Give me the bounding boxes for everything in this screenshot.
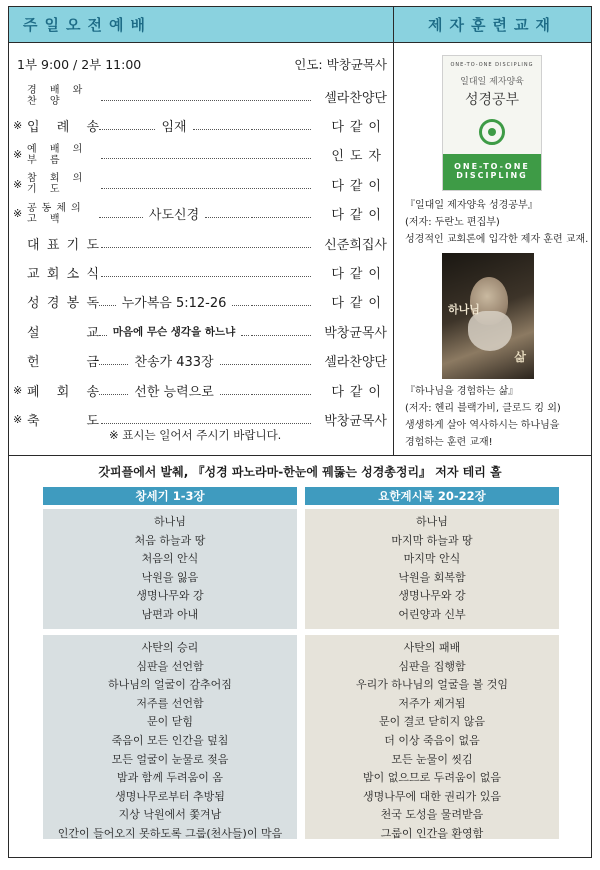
leader-dots (99, 121, 155, 130)
order-item-name-char: 기 (66, 237, 80, 253)
order-item-leader: 다같이 (331, 119, 387, 135)
list-item: 심판을 집행함 (398, 659, 466, 673)
order-item-content-text: 찬송가 433장 (134, 355, 214, 371)
order-item-content (99, 324, 249, 339)
list-item: 천국 도성을 물려받음 (380, 808, 484, 822)
order-item-name-line: 찬 양 (27, 96, 65, 107)
leader-dots (241, 327, 249, 336)
standing-mark: ※ (13, 177, 23, 191)
order-item-name-char: 축 (27, 413, 40, 429)
order-item-name-line: 고 백 (27, 213, 65, 225)
leader-dots (251, 297, 311, 306)
leader-dots (220, 356, 249, 365)
book-cover-experiencing-god (442, 253, 534, 379)
order-item-name-char: 설 (27, 325, 40, 341)
book2-description-line: 경험하는 훈련 교재! (405, 437, 493, 448)
section-divider (9, 455, 591, 456)
order-row (13, 171, 387, 197)
book1-band-text: ONE-TO-ONE DISCIPLING (454, 162, 530, 180)
order-row (13, 318, 387, 344)
order-item-name-char: 도 (86, 413, 99, 429)
list-item: 어린양과 신부 (398, 607, 466, 621)
order-item-name-char: 소 (66, 266, 80, 282)
list-item: 생명나무에 대한 권리가 있음 (362, 789, 501, 803)
leader-dots (251, 327, 311, 336)
leader-dots (101, 415, 311, 424)
order-item-leader: 셀라찬양단 (324, 355, 387, 371)
order-item-name-char: 도 (86, 237, 99, 253)
order-row (13, 83, 387, 109)
list-item: 저주가 제거됨 (398, 696, 466, 710)
standing-mark: ※ (13, 118, 23, 132)
list-item: 문이 닫힘 (146, 715, 193, 729)
list-item: 하나님 (154, 515, 186, 528)
order-item-leader: 신준희집사 (324, 237, 387, 253)
book2-cover-title: 하나님 (448, 303, 480, 316)
list-item: 그룹이 인간을 환영함 (380, 826, 484, 840)
order-item-leader: 다같이 (331, 208, 387, 224)
book1-cover-band (443, 154, 541, 190)
order-item-name (27, 292, 99, 311)
order-row (13, 230, 387, 256)
list-item: 모든 눈물이 씻김 (391, 752, 473, 766)
order-item-name-char: 송 (86, 384, 99, 400)
order-item-name-char: 성 (27, 296, 40, 312)
order-item-content-text: 누가복음 5:12-26 (121, 296, 227, 312)
book2-description (405, 383, 589, 451)
order-item-name-char: 식 (86, 266, 99, 282)
order-item-name-char: 대 (27, 237, 40, 253)
book-cover-discipling (442, 55, 542, 191)
standing-mark: ※ (13, 383, 23, 397)
leader-dots (101, 239, 311, 248)
leader-dots (251, 386, 311, 395)
order-item-name-char: 회 (46, 266, 60, 282)
order-item-name-char: 교 (86, 325, 99, 341)
resources-title: 제자훈련교재 (428, 16, 557, 34)
revelation-heading: 요한계시록 20-22장 (305, 487, 559, 505)
leader-dots (99, 297, 116, 306)
standing-note: ※ 표시는 일어서 주시기 바랍니다. (109, 428, 282, 442)
leader-dots (101, 92, 311, 101)
order-item-name (27, 203, 99, 225)
genesis-group-1 (43, 509, 297, 629)
list-item: 우리가 하나님의 얼굴을 볼 것임 (355, 678, 509, 692)
standing-mark: ※ (13, 148, 23, 162)
order-item-name (27, 116, 99, 135)
order-item-leader: 다같이 (331, 266, 387, 282)
order-item-name (27, 144, 99, 166)
list-item: 문이 결코 닫히지 않음 (378, 715, 486, 729)
order-item-name-char: 표 (46, 237, 60, 253)
leader-dots (251, 356, 311, 365)
order-item-name (27, 234, 99, 253)
leader-dots (101, 268, 311, 277)
leader-dots (205, 209, 249, 218)
order-item-name-char: 송 (86, 119, 99, 135)
book1-cover-title: 성경공부 (464, 92, 520, 108)
bulletin-page (8, 6, 592, 858)
service-leader: 인도: 박창균목사 (294, 57, 387, 72)
order-item-leader: 다같이 (331, 296, 387, 312)
leader-dots (220, 386, 249, 395)
list-item: 생명나무와 강 (398, 589, 466, 603)
list-item: 마지막 하늘과 땅 (391, 533, 473, 547)
comparison-title: 갓피플에서 발췌, 『성경 파노라마-한눈에 꿰뚫는 성경총정리』 저자 테리 홀 (98, 465, 502, 479)
order-row (13, 201, 387, 227)
order-item-name-char: 봉 (66, 296, 80, 312)
order-item-name (27, 410, 99, 429)
book2-description-line: 『하나님을 경험하는 삶』 (405, 386, 519, 397)
order-item-leader: 인도자 (331, 149, 387, 165)
order-row (13, 348, 387, 374)
resources-header (393, 7, 591, 43)
book1-cover-sub: 일대일 제자양육 (460, 77, 524, 87)
list-item: 하나님 (416, 515, 448, 528)
leader-dots (101, 150, 311, 159)
list-item: 심판을 선언함 (136, 659, 204, 673)
order-item-leader: 다같이 (331, 178, 387, 194)
book1-description-line: 성경적인 교회론에 입각한 제자 훈련 교재. (405, 234, 589, 245)
list-item: 지상 낙원에서 쫓겨남 (118, 808, 222, 822)
book1-description (405, 197, 589, 248)
order-row (13, 377, 387, 403)
order-item-content (99, 116, 249, 135)
book2-description-line: (저자: 헨리 블랙가비, 클로드 킹 외) (405, 403, 561, 414)
list-item: 생명나무로부터 추방됨 (115, 789, 225, 803)
list-item: 사탄의 승리 (141, 641, 199, 654)
order-item-name (27, 381, 99, 400)
portrait-beard (468, 311, 512, 351)
list-item: 처음의 안식 (141, 552, 199, 566)
order-item-content-text: 선한 능력으로 (134, 384, 214, 400)
order-item-name-line: 경 배 와 (27, 85, 88, 96)
leader-dots (99, 386, 128, 395)
order-item-name-char: 폐 (27, 384, 40, 400)
revelation-group-1 (305, 509, 559, 629)
standing-mark: ※ (13, 412, 23, 426)
leader-dots (193, 121, 249, 130)
leader-dots (99, 327, 107, 336)
order-item-name-line: 기 도 (27, 184, 65, 196)
list-item: 모든 얼굴이 눈물로 젖음 (111, 752, 229, 766)
order-item-content-text: 임재 (161, 119, 187, 135)
order-item-content-text: 사도신경 (148, 208, 200, 224)
order-item-name-char: 금 (86, 355, 99, 371)
order-row (13, 259, 387, 285)
service-times-line (17, 55, 387, 73)
list-item: 낙원을 잃음 (141, 570, 199, 584)
worship-title: 주일오전예배 (23, 16, 152, 34)
list-item: 밤과 함께 두려움이 옴 (116, 771, 224, 785)
column-divider (393, 43, 394, 455)
list-item: 남편과 아내 (141, 607, 199, 621)
list-item: 사탄의 패배 (403, 641, 461, 654)
genesis-heading: 창세기 1-3장 (43, 487, 297, 505)
order-item-name (27, 263, 99, 282)
leader-dots (251, 209, 311, 218)
order-item-name-char: 독 (86, 296, 99, 312)
book2-cover-sub: 삶 (514, 350, 526, 364)
leader-dots (232, 297, 249, 306)
worship-header (9, 7, 393, 43)
order-item-content-text: 마음에 무슨 생각을 하느냐 (112, 325, 236, 338)
leader-dots (99, 356, 128, 365)
order-item-leader: 다같이 (331, 384, 387, 400)
order-item-leader: 박창균목사 (324, 413, 387, 429)
order-item-name-line: 공동체의 (27, 202, 86, 214)
order-row (13, 112, 387, 138)
book1-description-line: 『일대일 제자양육 성경공부』 (405, 200, 538, 211)
ship-wheel-icon (479, 119, 505, 145)
order-item-name-char: 교 (27, 266, 40, 282)
list-item: 더 이상 죽음이 없음 (384, 733, 480, 747)
order-item-name-char: 경 (46, 296, 60, 312)
list-item: 죽음이 모든 인간을 덮침 (111, 733, 229, 747)
order-item-name-char: 입 (27, 119, 40, 135)
list-item: 낙원을 회복함 (398, 570, 466, 584)
order-item-name (27, 173, 99, 195)
book1-description-line: (저자: 두란노 편집부) (405, 217, 500, 228)
order-item-name-line: 부 름 (27, 154, 65, 166)
list-item: 하나님의 얼굴이 감추어짐 (108, 678, 232, 692)
book2-description-line: 생생하게 살아 역사하시는 하나님을 (405, 420, 560, 431)
leader-dots (101, 180, 311, 189)
order-item-name-char: 례 (56, 119, 70, 135)
list-item: 생명나무와 강 (136, 589, 204, 603)
revelation-group-2 (305, 635, 559, 839)
standing-mark: ※ (13, 207, 23, 221)
leader-dots (99, 209, 143, 218)
order-item-name-char: 헌 (27, 355, 40, 371)
list-item: 저주를 선언함 (136, 696, 204, 710)
book1-cover-top: ONE-TO-ONE DISCIPLING (450, 62, 534, 68)
genesis-group-2 (43, 635, 297, 839)
order-item-content (99, 204, 249, 223)
order-item-leader: 셀라찬양단 (324, 90, 387, 106)
list-item: 밤이 없으므로 두려움이 없음 (362, 771, 501, 785)
order-item-name-line: 참 회 의 (27, 173, 88, 185)
list-item: 마지막 안식 (403, 552, 461, 566)
order-item-content (99, 292, 249, 311)
order-item-content (99, 381, 249, 400)
list-item: 인간이 들어오지 못하도록 그룹(천사들)이 막음 (57, 826, 283, 840)
service-times: 1부 9:00 / 2부 11:00 (17, 57, 142, 72)
order-item-name-char: 회 (56, 384, 70, 400)
order-item-name-line: 예 배 의 (27, 143, 88, 155)
order-row (13, 142, 387, 168)
order-item-name (27, 85, 99, 107)
order-item-content (99, 351, 249, 370)
order-item-leader: 박창균목사 (324, 325, 387, 341)
order-row (13, 289, 387, 315)
order-item-name (27, 322, 99, 341)
list-item: 처음 하늘과 땅 (134, 533, 206, 547)
order-item-name (27, 351, 99, 370)
leader-dots (251, 121, 311, 130)
